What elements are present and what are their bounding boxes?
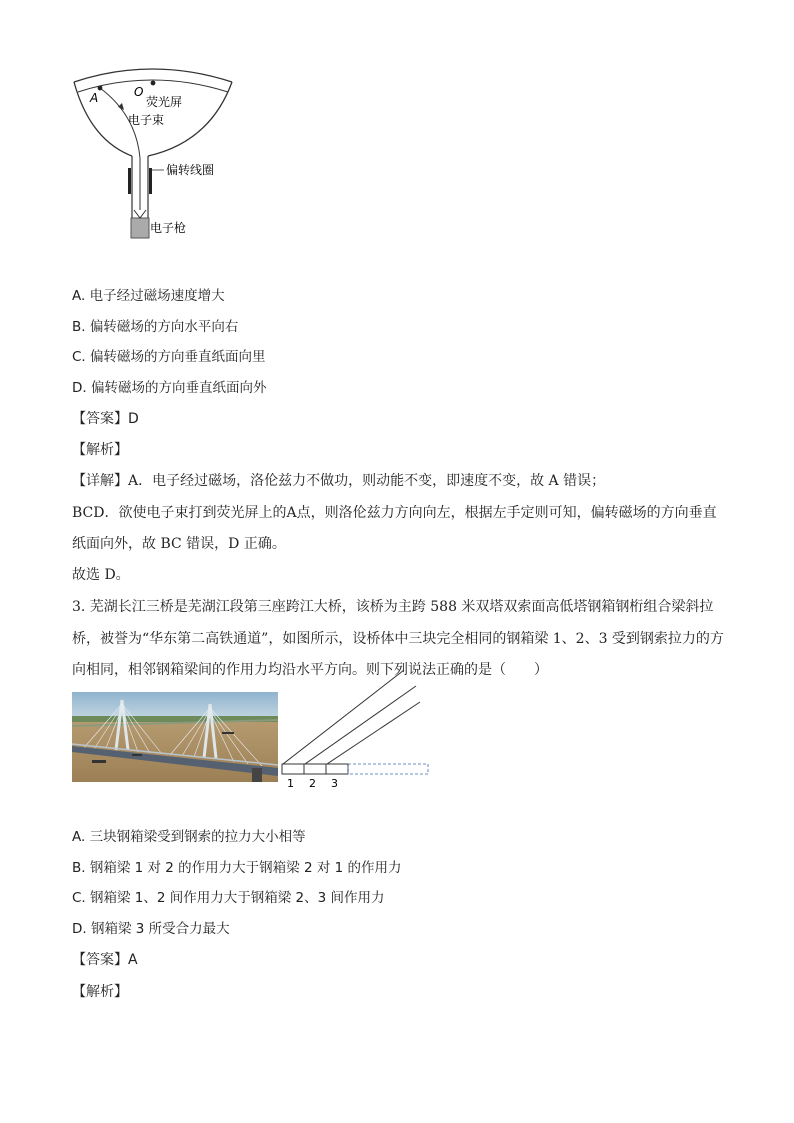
q2-option-b: B. 偏转磁场的方向水平向右 (72, 319, 239, 335)
coil-left (128, 168, 131, 194)
beam-box-2 (304, 764, 326, 774)
q3-option-c: C. 钢箱梁 1、2 间作用力大于钢箱梁 2、3 间作用力 (72, 890, 385, 906)
gun-v (134, 210, 146, 218)
label-beam: 电子束 (128, 113, 165, 127)
q3-analysis-heading: 【解析】 (72, 984, 128, 1000)
beam-box-1 (282, 764, 304, 774)
electron-gun (131, 218, 149, 238)
q3-option-b: B. 钢箱梁 1 对 2 的作用力大于钢箱梁 2 对 1 的作用力 (72, 860, 402, 876)
cable-3 (327, 702, 420, 764)
q3-stem-line-1: 3. 芜湖长江三桥是芜湖江段第三座跨江大桥，该桥为主跨 588 米双塔双索面高低塔钢箱钢桁组合梁斜拉 (72, 599, 714, 615)
q2-detail-line-3: 纸面向外，故 BC 错误，D 正确。 (72, 536, 286, 552)
point-A (98, 86, 103, 91)
label-O: O (134, 85, 144, 99)
cable-2 (305, 686, 416, 764)
q2-option-c: C. 偏转磁场的方向垂直纸面向里 (72, 349, 266, 365)
q2-analysis-heading: 【解析】 (72, 442, 128, 458)
q3-stem-line-2: 桥，被誉为“华东第二高铁通道”，如图所示，设桥体中三块完全相同的钢箱梁 1、2、3 受到钢索拉力的方 (72, 631, 724, 647)
bridge-photo (72, 692, 278, 782)
q2-answer: 【答案】D (72, 411, 139, 427)
cable-1 (283, 670, 404, 764)
crt-diagram (60, 60, 250, 240)
beam-box-3 (326, 764, 348, 774)
label-gun: 电子枪 (150, 221, 187, 235)
beam-diagram (280, 660, 432, 792)
beam-dashed-extension (348, 764, 428, 774)
label-coil: 偏转线圈 (166, 163, 215, 177)
q2-detail-line-1: 【详解】A．电子经过磁场，洛伦兹力不做功，则动能不变，即速度不变，故 A 错误； (72, 473, 606, 489)
coil-right (149, 168, 152, 194)
beam-label-1: 1 (287, 777, 294, 790)
funnel-left (74, 82, 132, 156)
q3-option-d: D. 钢箱梁 3 所受合力最大 (72, 921, 230, 937)
q3-stem-line-3: 向相同，相邻钢箱梁间的作用力均沿水平方向。则下列说法正确的是（ ） (72, 662, 548, 678)
q2-detail-line-4: 故选 D。 (72, 567, 130, 583)
label-screen: 荧光屏 (146, 95, 183, 109)
q3-option-a: A. 三块钢箱梁受到钢索的拉力大小相等 (72, 829, 306, 845)
beam-label-2: 2 (309, 777, 316, 790)
beam-label-3: 3 (331, 777, 338, 790)
label-A: A (90, 91, 99, 105)
q2-option-d: D. 偏转磁场的方向垂直纸面向外 (72, 380, 267, 396)
q2-option-a: A. 电子经过磁场速度增大 (72, 288, 225, 304)
q3-answer: 【答案】A (72, 952, 138, 968)
point-O (151, 81, 156, 86)
q2-detail-line-2: BCD．欲使电子束打到荧光屏上的A点，则洛伦兹力方向向左，根据左手定则可知，偏转磁场的方向垂直 (72, 505, 717, 521)
